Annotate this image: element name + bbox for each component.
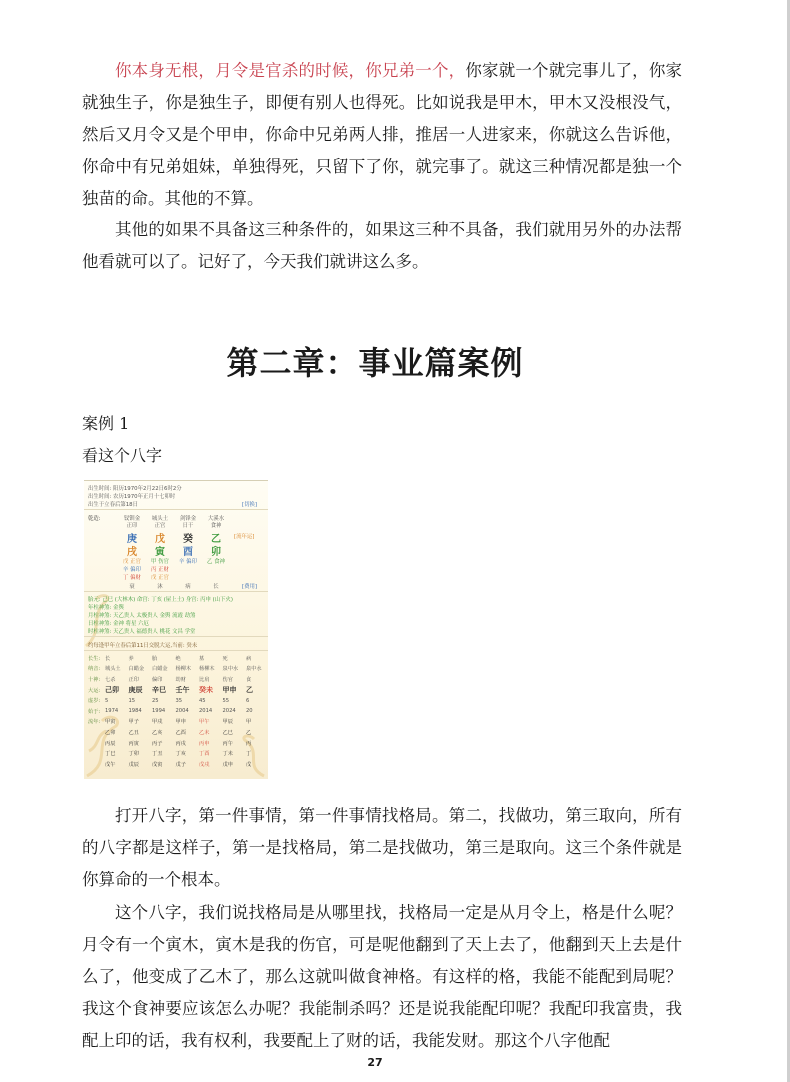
paragraph-1 bbox=[82, 55, 682, 215]
luck-row-liunian: 戊午 戊辰 戊寅 戊子 戊戌 戊申 戊 bbox=[105, 761, 252, 768]
bazi-chart-image bbox=[84, 480, 268, 779]
luck-row-liunian: 丁巳 丁卯 丁丑 丁亥 丁酉 丁未 丁 bbox=[105, 751, 252, 758]
chart-info-line: 胎元: 己巳 (大林木) 命宫: 丁亥 (屋上土) 身宫: 丙申 (山下火) bbox=[88, 597, 233, 603]
earthly-branches-row: 戌 寅 酉 卯 bbox=[127, 547, 221, 558]
qian-label: 乾造: bbox=[88, 516, 101, 522]
luck-row-nayin: 纳音: 城头土 白蜡金 白蜡金 杨柳木 杨柳木 泉中水 泉中水 bbox=[88, 666, 262, 673]
look-label: 看这个八字 bbox=[82, 446, 163, 465]
luck-row-dayun: 大运: 己卯 庚辰 辛巳 壬午 癸未 甲申 乙 bbox=[88, 686, 253, 695]
heavenly-stems-row: 庚 戊 癸 乙 bbox=[127, 534, 221, 545]
changsheng-row: 衰 沐 病 长 bbox=[129, 584, 219, 590]
shishen-top-row: 正印 正官 日干 食神 bbox=[126, 523, 222, 529]
luck-row-age: 虚岁: 5 15 25 35 45 55 6 bbox=[88, 697, 250, 705]
chart-info-line: 日柱神煞: 金神 将星 六厄 bbox=[88, 621, 149, 627]
luck-row-liunian: 流年: 甲寅 甲子 甲戌 甲申 甲午 甲辰 甲 bbox=[88, 719, 252, 726]
canggan-row-1: 戊 正官 甲 伤官 辛 偏印 乙 食神 bbox=[123, 559, 225, 565]
nayin-top-row: 钗钏金 城头土 剑锋金 大溪水 bbox=[123, 516, 225, 522]
luck-row-liunian: 乙卯 乙丑 乙亥 乙酉 乙未 乙巳 乙 bbox=[105, 729, 252, 736]
chapter-title: 第二章：事业篇案例 bbox=[226, 344, 524, 382]
paragraph-4: 这个八字，我们说找格局是从哪里找，找格局一定是从月令上，格是什么呢？月令有一个寅木，寅木是我的伤官，可是呢他翻到了天上去了，他翻到天上去是什么了，他变成了乙木了，那么这就叫做食神格。有这样的格，我能不能配到局呢？我这个食神要应该怎么办呢？我能制杀吗？还是说我能配印呢？我配印我富贵，我配上印的话，我有权利，我要配上了财的话，我能发财。那这个八字他配 bbox=[82, 903, 682, 1050]
chart-header-line: 出生时间: 阳历1970年2月22日6时2分 bbox=[88, 486, 182, 492]
luck-start-line: 约每逢甲年立春后第11日交脱大运,当前: 癸未 bbox=[88, 643, 198, 649]
paragraph-1-text: 你家就一个就完事儿了，你家就独生子，你是独生子，即便有别人也得死。比如说我是甲木，甲木又没根没气，然后又月令又是个甲申，你命中兄弟两人排，推居一人进家来，你就这么告诉他，你命中有兄弟姐妹，单独得死，只留下了你，就完事了。就这三种情况都是独一个独苗的命。其他的不算。 bbox=[82, 61, 683, 208]
chart-info-line: 年柱神煞: 金舆 bbox=[88, 605, 124, 611]
chart-info-line: 时柱神煞: 天乙贵人 福德贵人 桃花 文昌 学堂 bbox=[88, 629, 196, 635]
chart-header-line: 出生于立春后第18日 bbox=[88, 502, 138, 508]
luck-row-changsheng: 长生: 长 养 胎 绝 墓 死 病 bbox=[88, 655, 252, 662]
paragraph-3: 打开八字，第一件事情，第一件事情找格局。第二，找做功，第三取向，所有的八字都是这样子，第一是找格局，第二是找做功，第三是取向。这三个条件就是你算命的一个根本。 bbox=[82, 806, 682, 889]
paragraph-1-highlight: 你本身无根，月令是官杀的时候，你兄弟一个， bbox=[115, 61, 466, 80]
luck-table bbox=[88, 653, 268, 770]
canggan-row-3: 丁 偏财 戊 正官 bbox=[123, 575, 169, 581]
paragraph-2: 其他的如果不具备这三种条件的，如果这三种不具备，我们就用另外的办法帮他看就可以了。记好了，今天我们就讲这么多。 bbox=[82, 220, 682, 271]
luck-row-liunian: 丙辰 丙寅 丙子 丙戌 丙申 丙午 丙 bbox=[105, 740, 252, 747]
case-label: 案例 1 bbox=[82, 414, 130, 433]
flow-tag[interactable]: [流年运] bbox=[234, 534, 255, 540]
chart-info-line: 月柱神煞: 天乙贵人 太极贵人 金舆 流霞 劫煞 bbox=[88, 613, 196, 619]
fee-tag[interactable]: [费用] bbox=[242, 584, 257, 590]
luck-row-year: 始于: 1974 1984 1994 2004 2014 2024 20 bbox=[88, 708, 253, 715]
page-number: 27 bbox=[367, 1056, 383, 1069]
luck-row-shishen: 十神: 七杀 正印 偏印 劫财 比肩 伤官 食 bbox=[88, 676, 252, 683]
canggan-row-2: 辛 偏印 丙 正财 bbox=[123, 567, 169, 573]
chart-header-line: 出生时间: 农历1970年正月十七卯时 bbox=[88, 494, 176, 500]
switch-tag[interactable]: [切换] bbox=[242, 502, 257, 508]
